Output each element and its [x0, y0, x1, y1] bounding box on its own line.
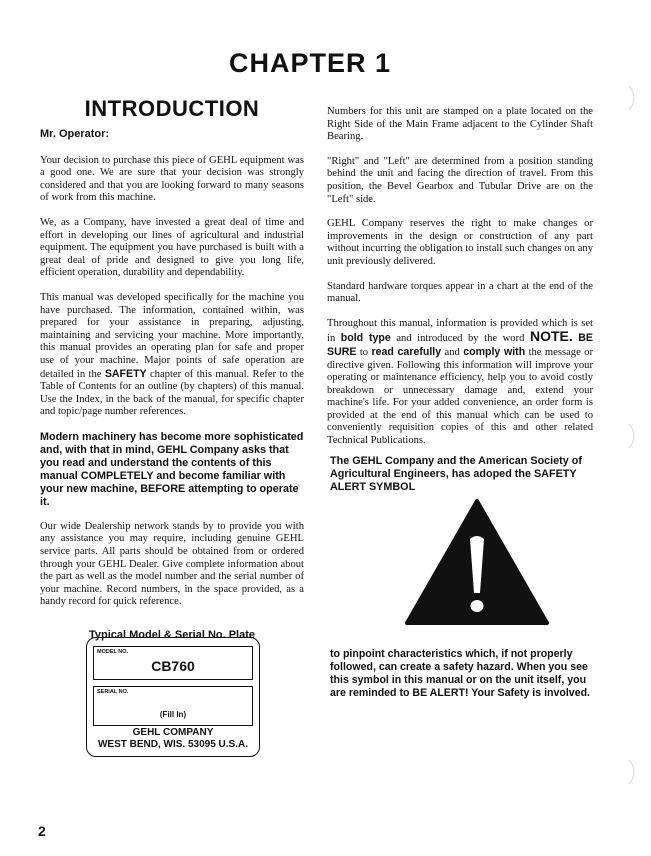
p5-text-d: and [441, 346, 464, 358]
p3-text-a: This manual was developed specifically for the machine you have purchased. The information, contained within, was prepared for your assistance in preparing, adjusting, maintaining and servicing your machine. More importantly, this manual provides an operating plan for safe and proper use of your machine. Major points of safe operation are detailed in the [40, 291, 304, 380]
binder-hole-mark-middle [627, 422, 641, 450]
left-bold-paragraph: Modern machinery has become more sophisticated and, with that in mind, GEHL Company asks that you read and understand the contents of this manual COMPLETELY and become familiar with your new machine, BEFORE attempting to operate it. [40, 430, 304, 508]
model-field [93, 646, 253, 680]
right-paragraph-4: Standard hardware torques appear in a chart at the end of the manual. [327, 280, 593, 305]
chapter-title: CHAPTER 1 [228, 48, 392, 78]
bold-type-emphasis: bold type [340, 332, 391, 345]
p5-text-b: and introduced by the word [390, 333, 530, 345]
right-paragraph-5 [327, 318, 593, 448]
left-paragraph-1: Your decision to purchase this piece of GEHL equipment was a good one. We are sure that your decision was strongly considered and that you are looking forward to many seasons of work from this machine. [40, 154, 304, 204]
serial-label: SERIAL NO. [97, 689, 129, 695]
read-carefully-emphasis: read carefully [371, 345, 442, 358]
binder-hole-mark-bottom [627, 758, 641, 786]
p3-text-b: chapter of this manual. Refer to the Table of Contents for an outline (by chapters) of this manual. Use the Index, in the back of the manual, for specific chapter and topic/page number references. [40, 368, 304, 418]
model-value: CB760 [151, 658, 195, 674]
page-number: 2 [38, 823, 46, 839]
comply-with-emphasis: comply with [463, 345, 526, 358]
safety-alert-intro: The GEHL Company and the American Society of Agricultural Engineers, has adoped the SAFETY ALERT SYMBOL [330, 455, 582, 493]
left-column [40, 96, 304, 668]
company-address: WEST BEND, WIS. 53095 U.S.A. [97, 739, 249, 750]
plate-caption: Typical Model & Serial No. Plate [88, 629, 256, 642]
greeting: Mr. Operator: [40, 128, 110, 140]
right-paragraph-1: Numbers for this unit are stamped on a plate located on the Right Side of the Main Frame adjacent to the Cylinder Shaft Bearing. [327, 106, 593, 143]
right-paragraph-2: "Right" and "Left" are determined from a position standing behind the unit and facing the direction of travel. From this position, the Bevel Gearbox and Tubular Drive are on the "Left" side. [327, 155, 593, 205]
serial-field [93, 686, 253, 726]
intro-heading: INTRODUCTION [84, 96, 260, 121]
right-paragraph-3: GEHL Company reserves the right to make changes or improvements in the design or construction of any part without incurring the obligation to install such changes on any unit previously delivered. [327, 218, 593, 267]
left-paragraph-2: We, as a Company, have invested a great deal of time and effort in developing our lines of agricultural and industrial equipment. The equipment you have purchased is built with a great deal of pride and designed to give you long life, efficient operation, durability and dependability. [40, 216, 304, 279]
left-paragraph-5: Our wide Dealership network stands by to provide you with any assistance you may require, including genuine GEHL service parts. All parts should be obtained from or ordered through your GEHL Dealer. Give complete information about the part as well as the model number and the serial number of your machine. Record numbers, in the space provided, as a handy record for quick reference. [40, 520, 304, 608]
p5-text-a: Throughout this manual, information is provided which is set in [327, 317, 593, 345]
safety-alert-explanation: to pinpoint characteristics which, if not properly followed, can create a safety hazard. When you see this symbol in this manual or on the unit itself, you are reminded to BE ALERT! Your Safety is involved. [330, 648, 590, 699]
left-paragraph-3 [40, 292, 304, 419]
note-word: NOTE. [529, 328, 573, 345]
serial-plate [86, 637, 260, 757]
safety-alert-triangle-icon [404, 497, 550, 627]
p5-text-c: to [356, 346, 372, 358]
serial-value: (Fill In) [159, 710, 187, 719]
company-name: GEHL COMPANY [132, 727, 214, 738]
plate-company [87, 727, 259, 751]
p5-text-e: the message or directive given. Following this information will improve your operating or maintenance efficiency, help you to avoid costly breakdown or unnecessary damage and, extend your machine's life. For your added convenience, an order form is provided at the end of this manual which can be used to conveniently requisition copies of this and other related Technical Publications. [327, 346, 594, 447]
safety-emphasis: SAFETY [104, 367, 147, 380]
be-sure-emphasis: BE SURE [327, 332, 593, 358]
right-column [327, 106, 593, 460]
model-label: MODEL NO. [97, 649, 129, 655]
binder-hole-mark-top [627, 84, 641, 112]
